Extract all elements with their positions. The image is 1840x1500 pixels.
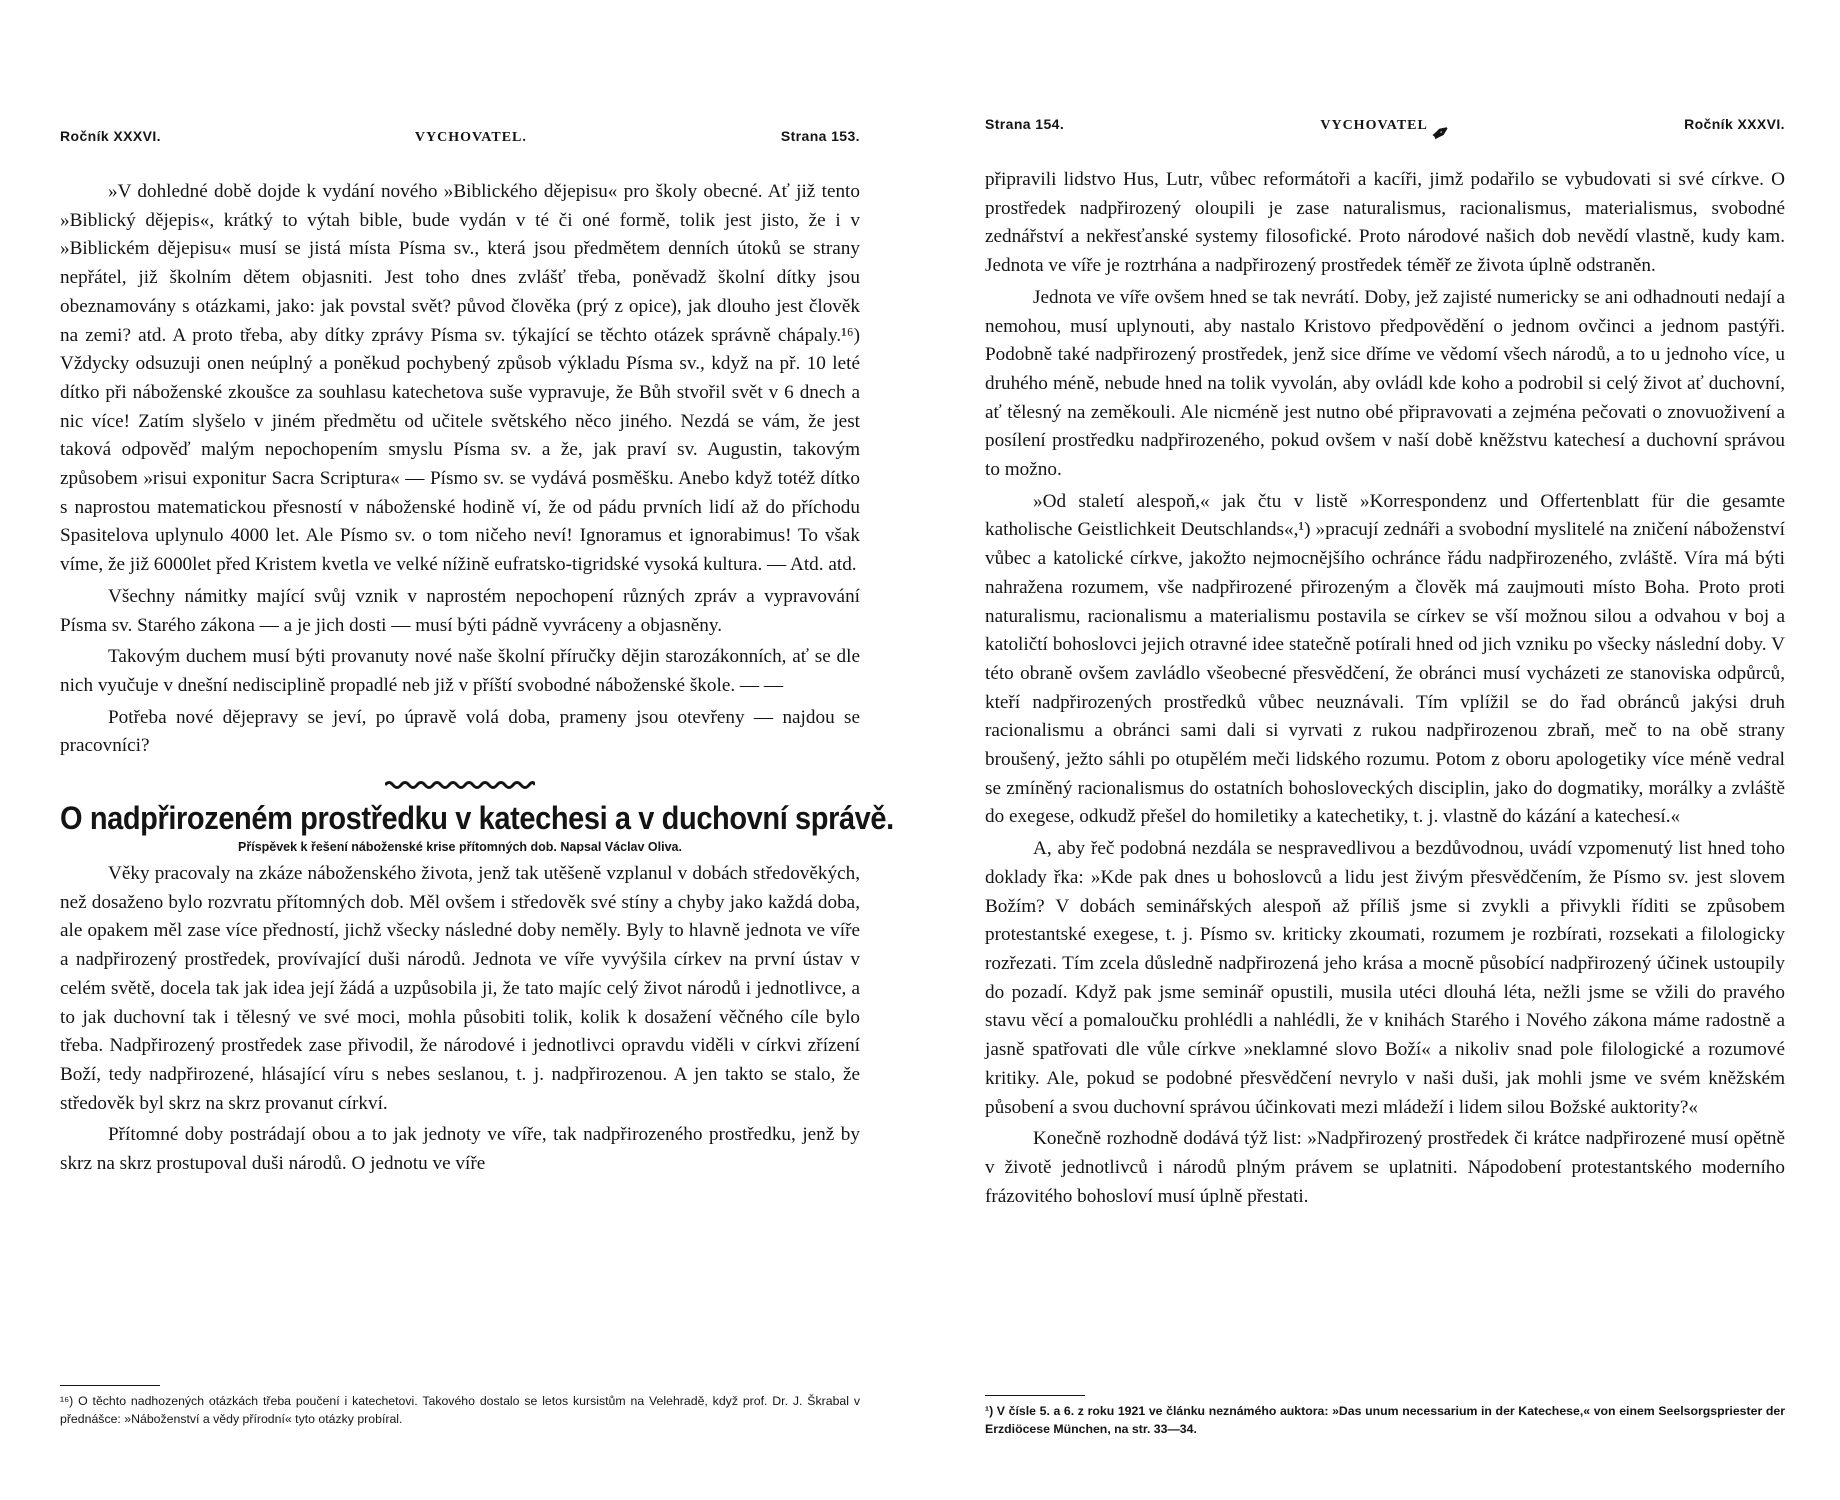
page-number: Strana 153.: [780, 128, 860, 144]
paragraph: »Od staletí alespoň,« jak čtu v listě »Korrespondenz und Offertenblatt für die gesamte katholische Geistlichkeit Deutschlands«,¹) »pracují zednáři a svobodní myslitelé na zničení náboženství vůbec a katolické církve, jakožto nejmocnějšího ochránce řádu nadpřirozeného, zvláště. Víra má býti nahražena rozumem, vše nadpřirozené přirozeným a člověk má zaujmouti místo Boha. Proto proti naturalismu, racionalismu a materialismu postavila se církev se vší možnou silou a odvahou v boj a katoličtí bohoslovci jejich otravné idee statečně potírali hned od jich vzniku po všecky následní doby. V této obraně ovšem zavládlo všeobecné přesvědčení, že obránci musí vycházeti ze stanoviska odpůrců, kteří nadpřirozených prostředků vůbec neuznávali. Tím vplížil se do řad obránců jakýsi druh racionalismu a obránci sami dali si vyrvati z rukou nadpřirozenou zbraň, meč to na obě strany broušený, ježto sáhli po otupělém meči lidského rozumu. Potom z oboru apologetiky více méně vedral se zmíněný racionalismus do ostatních bohosloveckých disciplin, jako do dogmatiky, morálky a zvláště do exegese, odkudž přešel do homiletiky a katechetiky, t. j. vlastně do kázání a katechesí.«: [985, 490, 1785, 828]
footnote: ¹) V čísle 5. a 6. z roku 1921 ve článku neznámého auktora: »Das unum necessarium in der Katechese,« von einem Seelsorgspriester der Erzdiöcese München, na str. 33—34.: [985, 1404, 1785, 1436]
wavy-ornament-icon: [385, 780, 535, 790]
footnote-rule: [985, 1395, 1085, 1396]
paragraph: Jednota ve víře ovšem hned se tak nevrátí. Doby, jež zajisté numericky se ani odhadnouti nedají a nemohou, musí uplynouti, aby nastalo Kristovo předpovědění o jednom ovčinci a jednom pastýři. Podobně také nadpřirozený prostředek, jenž sice dříme ve vědomí všech národů, a to u jednoho více, u druhého méně, nebude hned na tolik vyvolán, aby ovládl kde koho a podrobil si celý život ať duchovní, ať tělesný na zeměkouli. Ale nicméně jest nutno obé připravovati a zejména pečovati o znovuoživení a posílení prostředku nadpřirozeného, pokud ovšem v naší době kněžstvu katechesí a duchovní správou to možno.: [985, 286, 1785, 481]
left-page-body: [60, 178, 894, 1179]
paragraph: Přítomné doby postrádají obou a to jak jednoty ve víře, tak nadpřirozeného prostředku, jenž by skrz na skrz prostupoval duši národů. O jednotu ve víře: [60, 1124, 860, 1175]
paragraph: A, aby řeč podobná nezdála se nespravedlivou a bezdůvodnou, uvádí vzpomenutý list hned toho doklady řka: »Kde pak dnes u bohoslovců a lidu jest živým přesvědčením, že Písmo sv. jest slovem Božím? V dobách seminářských alespoň až příliš jsme si zvykli a přivykli říditi se způsobem protestantské exegese, t. j. Písmo sv. kriticky zkoumati, rozumem je rozbírati, rozsekati a filologicky rozřezati. Tím zcela důsledně nadpřirozená jeho krása a mocně působící nadpřirozený účinek ustoupily do pozadí. Když pak jsme seminář opustili, musila utéci dlouhá léta, nežli jsme se vžili do pravého stavu věcí a pomaloučku prohlédli a nahlédli, že v knihách Starého i Nového zákona máme radostně a jasně spatřovati dle vůle církve »neklamné slovo Boží« a nikoliv snad pole filologické a rozumové kritiky. Ale, pokud se podobné přesvědčení nevrylo v naši duši, jak mohli jsme ve svém kněžském působení a svou duchovní správou účinkovati mezi mládeží i lidem silou Božské auktority?«: [985, 838, 1785, 1118]
footnote-rule: [60, 1385, 160, 1386]
left-page: [60, 0, 894, 1500]
right-page-header: [985, 116, 1785, 149]
paragraph: připravili lidstvo Hus, Lutr, vůbec reformátoři a kacíři, jimž podařilo se vybudovati si své církve. O prostředek nadpřirozený oloupili je zase naturalismus, racionalismus, materialismus, svobodné zednářství a nekřesťanské systemy filosofické. Proto národové našich dob nevědí vlastně, kudy kam. Jednota ve víře je roztrhána a nadpřirozený prostředek téměř ze života úplně odstraněn.: [985, 169, 1785, 277]
journal-title: VYCHOVATEL.: [414, 130, 527, 145]
right-page-body: [985, 166, 1785, 1211]
paragraph: Konečně rozhodně dodává týž list: »Nadpřirozený prostředek či krátce nadpřirozené musí opětně v životě jednotlivců i národů plným právem se uplatniti. Nápodobení protestantského moderního frázovitého bohosloví musí úplně přestati.: [985, 1128, 1785, 1207]
volume-label: Ročník XXXVI.: [60, 128, 161, 144]
journal-title: VYCHOVATEL ✒: [1320, 116, 1457, 149]
volume-label: Ročník XXXVI.: [1684, 116, 1785, 132]
section-divider: [60, 777, 860, 789]
article-title: O nadpřirozeném prostředku v katechesi a v duchovní správě.: [60, 801, 894, 837]
paragraph: Věky pracovaly na zkáze náboženského života, jenž tak utěšeně vzplanul v dobách středověkých, než dosaženo bylo rozvratu přítomných dob. Měl ovšem i středověk své stíny a chyby jako každá doba, ale opakem měl zase více předností, jichž všecky následné doby neměly. Byly to hlavně jednota ve víře a nadpřirozený prostředek, provívající duši národů. Jednota ve víře vyvýšila církev na první ústav v celém světě, docela tak jak idea její žádá a uzpůsobila ji, že tato majíc celý život národů i jednotlivce, a to jak duchovní tak i tělesný ve své moci, mohla působiti tolik, kolik k dosažení věčného cíle bylo třeba. Nadpřirozený prostředek zase přivodil, že národové i jednotlivci opravdu viděli v církvi zřízení Boží, tedy nadpřirozené, hlásající víru s nebes seslanou, t. j. nadpřirozenou. A jen takto se stalo, že středověk byl skrz na skrz provanut církví.: [60, 863, 860, 1114]
article-subtitle: Příspěvek k řešení náboženské krise přítomných dob. Napsal Václav Oliva.: [238, 840, 682, 855]
quill-mark-icon: ✒: [1426, 116, 1457, 149]
right-page: [985, 0, 1785, 1500]
paragraph: »V dohledné době dojde k vydání nového »Biblického dějepisu« pro školy obecné. Ať již tento »Biblický dějepis«, krátký to výtah bible, bude vydán v té či oné formě, tolik jest jisto, že i v »Biblickém dějepisu« musí se jistá místa Písma sv., která jsou předmětem denních útoků se strany nepřátel, již školním dětem objasniti. Jest toho dnes zvlášť třeba, poněvadž školní dítky jsou obeznamovány s otázkami, jako: jak povstal svět? původ člověka (prý z opice), jak dlouho jest člověk na zemi? atd. A proto třeba, aby dítky zprávy Písma sv. týkající se těchto otázek správně chápaly.¹⁶) Vždycky odsuzuji onen neúplný a poněkud pochybený způsob výkladu Písma sv., když na př. 10 leté dítko při náboženské zkoušce za souhlasu katechetova suše vypravuje, že Bůh stvořil svět v 6 dnech a nic více! Zatím slyšelo v jiném předmětu od učitele světského něco jiného. Nezdá se vám, že jest taková odpověď malým nepochopením smyslu Písma sv. a že, jak praví sv. Augustin, takovým způsobem »risui exponitur Sacra Scriptura« — Písmo sv. se vydává posměšku. Anebo když totéž dítko s naprostou matematickou přesností v náboženské hodině ví, že od pádu prvních lidí až do příchodu Spasitelova uplynulo 4000 let. Ale Písmo sv. o tom ničeho neví! Ignoramus et ignorabimus! To však víme, že již 6000let před Kristem kvetla ve velké nížině eufratsko-tigridské vysoká kultura. — Atd. atd.: [60, 181, 860, 576]
footnote-block: [60, 1385, 860, 1428]
paragraph: Všechny námitky mající svůj vznik v naprostém nepochopení různých zpráv a vypravování Písma sv. Starého zákona — a je jich dosti — musí býti pádně vyvráceny a objasněny.: [60, 585, 860, 636]
page-number: Strana 154.: [985, 116, 1065, 132]
footnote: ¹⁶) O těchto nadhozených otázkách třeba poučení i katechetovi. Takového dostalo se letos kursistům na Velehradě, když prof. Dr. J. Škrabal v přednášce: »Náboženství a vědy přírodní« tyto otázky probíral.: [60, 1394, 860, 1426]
paragraph: Takovým duchem musí býti provanuty nové naše školní příručky dějin starozákonních, ať se dle nich vyučuje v dnešní nedisciplině propadlé neb již v příští svobodné náboženské škole. — —: [60, 646, 860, 696]
left-page-header: [60, 128, 860, 146]
paragraph: Potřeba nové dějepravy se jeví, po úpravě volá doba, prameny jsou otevřeny — najdou se pracovníci?: [60, 706, 860, 757]
footnote-block: [985, 1395, 1785, 1438]
